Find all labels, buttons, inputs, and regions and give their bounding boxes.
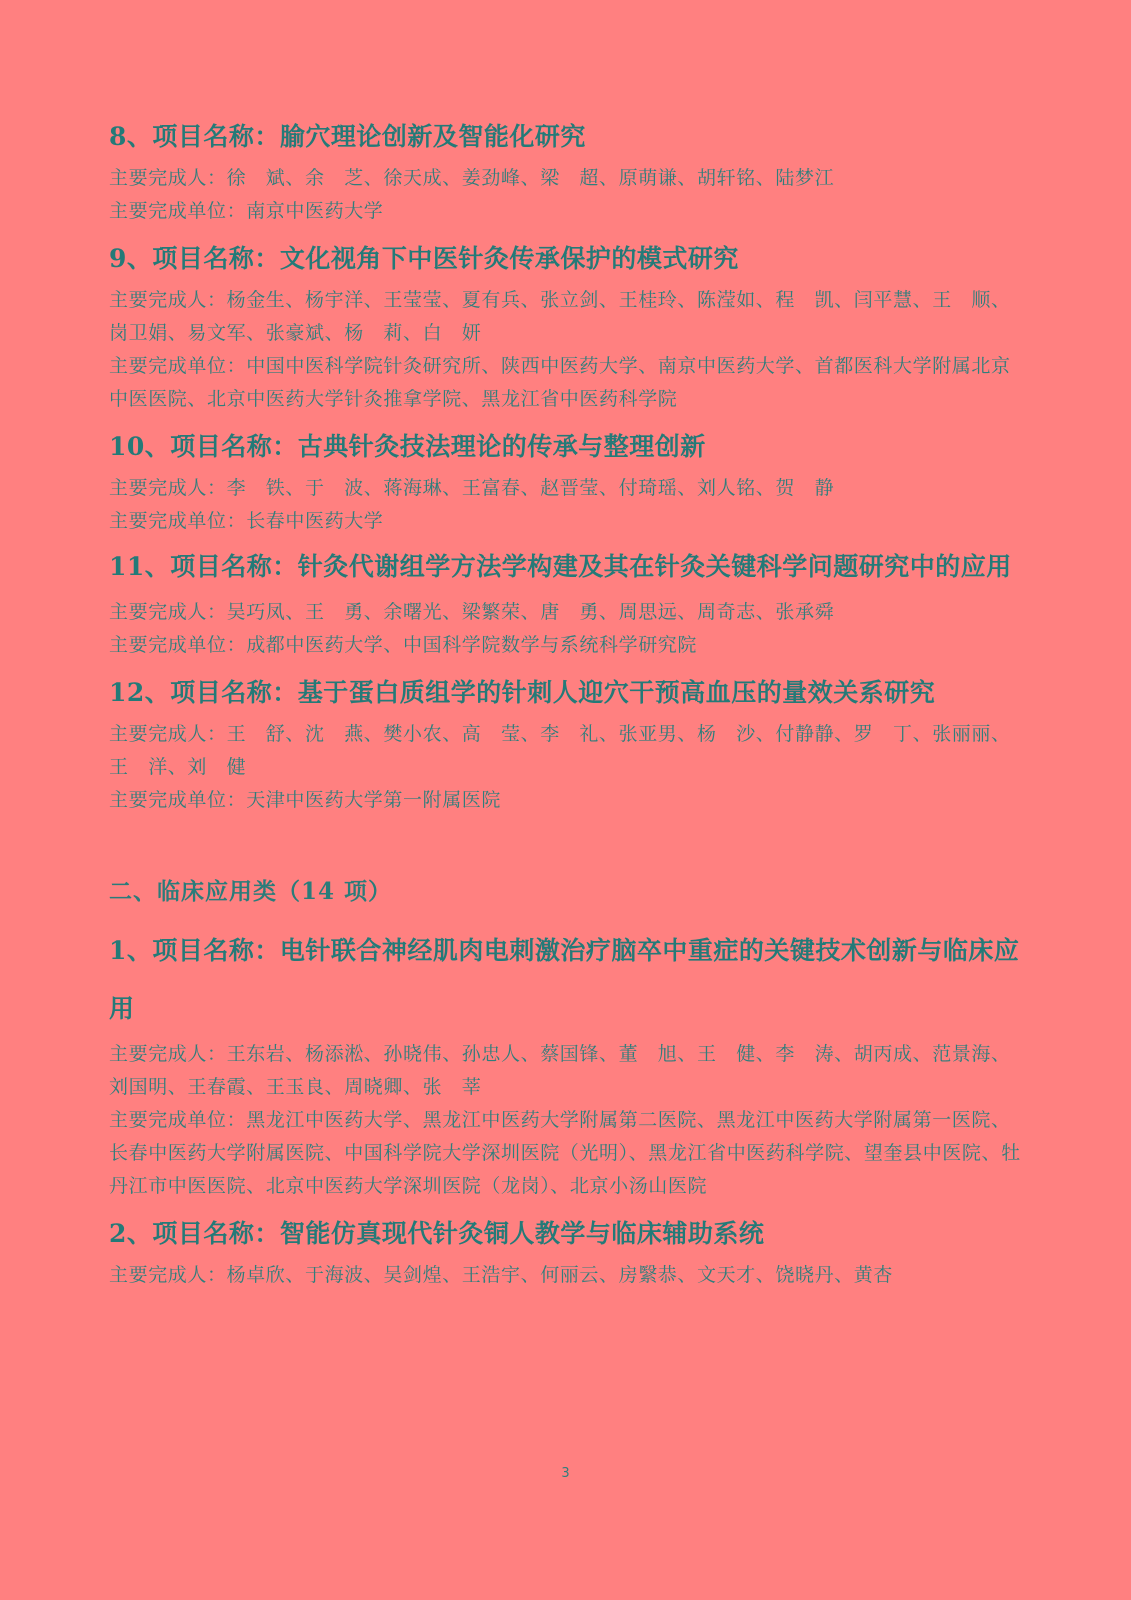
- project-units: 主要完成单位：成都中医药大学、中国科学院数学与系统科学研究院: [109, 634, 698, 656]
- section-title: 二、临床应用类（14 项）: [109, 878, 393, 905]
- project-people: 主要完成人：杨金生、杨宇洋、王莹莹、夏有兵、张立剑、王桂玲、陈滢如、程 凯、闫平慧、王 顺、岗卫娟、易文军、张豪斌、杨 莉、白 妍: [109, 289, 1011, 344]
- project-units: 主要完成单位：长春中医药大学: [109, 510, 384, 532]
- project-people: 主要完成人：王东岩、杨添淞、孙晓伟、孙忠人、蔡国锋、董 旭、王 健、李 涛、胡丙成、范景海、刘国明、王春霞、王玉良、周晓卿、张 莘: [109, 1043, 1011, 1098]
- project-people: 主要完成人：徐 斌、余 芝、徐天成、姜劲峰、梁 超、原萌谦、胡轩铭、陆梦江: [109, 167, 835, 189]
- project-12: [109, 668, 1023, 817]
- project-11: [109, 538, 1023, 662]
- project-title: 2、项目名称：智能仿真现代针灸铜人教学与临床辅助系统: [109, 1219, 765, 1248]
- project-people: 主要完成人：李 铁、于 波、蒋海琳、王富春、赵晋莹、付琦瑶、刘人铭、贺 静: [109, 477, 835, 499]
- page-number: 3: [561, 1466, 570, 1481]
- project-people: 主要完成人：吴巧凤、王 勇、余曙光、梁繁荣、唐 勇、周思远、周奇志、张承舜: [109, 601, 835, 623]
- project-units: 主要完成单位：中国中医科学院针灸研究所、陕西中医药大学、南京中医药大学、首都医科大学附属北京中医医院、北京中医药大学针灸推拿学院、黑龙江省中医药科学院: [109, 355, 1011, 410]
- project-title: 9、项目名称：文化视角下中医针灸传承保护的模式研究: [109, 244, 739, 273]
- project-title: 10、项目名称：古典针灸技法理论的传承与整理创新: [109, 432, 706, 461]
- project-units: 主要完成单位：黑龙江中医药大学、黑龙江中医药大学附属第二医院、黑龙江中医药大学附属第一医院、长春中医药大学附属医院、中国科学院大学深圳医院（光明）、黑龙江省中医药科学院、望奎县中医院、牡丹江市中医医院、北京中医药大学深圳医院（龙岗）、北京小汤山医院: [109, 1109, 1021, 1197]
- clinical-project-2: [109, 1209, 1023, 1292]
- clinical-project-1: [109, 922, 1023, 1203]
- project-8: [109, 112, 1023, 228]
- project-people: 主要完成人：王 舒、沈 燕、樊小农、高 莹、李 礼、张亚男、杨 沙、付静静、罗 丁、张丽丽、王 洋、刘 健: [109, 723, 1011, 778]
- project-9: [109, 234, 1023, 416]
- project-title: 11、项目名称：针灸代谢组学方法学构建及其在针灸关键科学问题研究中的应用: [109, 552, 1012, 581]
- project-units: 主要完成单位：南京中医药大学: [109, 200, 384, 222]
- project-units: 主要完成单位：天津中医药大学第一附属医院: [109, 789, 502, 811]
- document-page: [109, 112, 1023, 1292]
- project-10: [109, 422, 1023, 538]
- project-title: 1、项目名称：电针联合神经肌肉电刺激治疗脑卒中重症的关键技术创新与临床应用: [109, 936, 1020, 1023]
- project-title: 12、项目名称：基于蛋白质组学的针刺人迎穴干预高血压的量效关系研究: [109, 678, 936, 707]
- project-people: 主要完成人：杨卓欣、于海波、吴剑煌、王浩宇、何丽云、房繄恭、文天才、饶晓丹、黄杏: [109, 1264, 894, 1286]
- project-title: 8、项目名称：腧穴理论创新及智能化研究: [109, 122, 586, 151]
